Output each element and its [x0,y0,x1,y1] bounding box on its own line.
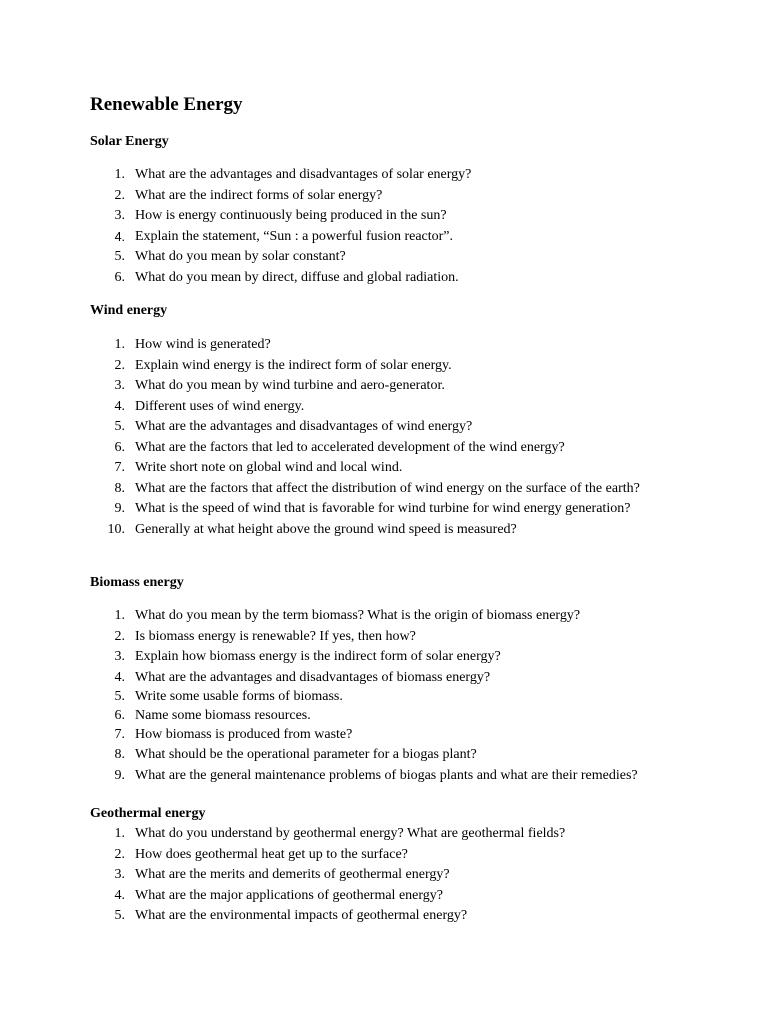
list-item: 8. What should be the operational parameter for a biogas plant? [114,747,477,762]
list-item: 3. What are the merits and demerits of geothermal energy? [114,867,450,882]
list-item: 6. What do you mean by direct, diffuse and global radiation. [114,269,459,285]
list-item: 4. Different uses of wind energy. [114,398,305,414]
geothermal-question-list [90,824,676,927]
wind-question-list [90,335,676,540]
list-item: 5. What are the advantages and disadvantages of wind energy? [114,419,473,434]
list-item: 2. Is biomass energy is renewable? If yes, then how? [114,628,416,644]
list-item: 9. What are the general maintenance problems of biogas plants and what are their remedies? [114,767,638,783]
list-item: 9. What is the speed of wind that is favorable for wind turbine for wind energy generation? [114,501,631,516]
list-item: 3. Explain how biomass energy is the indirect form of solar energy? [114,649,501,664]
list-item: 5. What are the environmental impacts of geothermal energy? [114,908,468,923]
list-item: 1. What are the advantages and disadvantages of solar energy? [114,167,472,182]
section-heading-wind: Wind energy [90,303,168,318]
list-item: 6. Name some biomass resources. [114,707,311,723]
list-item: 3. What do you mean by wind turbine and aero-generator. [114,378,445,393]
list-item: 3. How is energy continuously being produced in the sun? [114,208,447,223]
list-item: 5. What do you mean by solar constant? [114,249,346,264]
section-heading-biomass: Biomass energy [90,575,184,590]
list-item: 8. What are the factors that affect the distribution of wind energy on the surface of the earth? [114,480,640,496]
section-heading-geothermal: Geothermal energy [90,806,206,821]
list-item: 2. How does geothermal heat get up to the surface? [114,846,408,862]
list-item: 5. Write some usable forms of biomass. [114,688,343,704]
list-item: 1. What do you mean by the term biomass? What is the origin of biomass energy? [114,608,581,623]
list-item: 10. Generally at what height above the ground wind speed is measured? [107,521,517,537]
list-item: 7. How biomass is produced from waste? [114,726,353,742]
section-heading-solar: Solar Energy [90,134,169,149]
list-item: 4. What are the advantages and disadvantages of biomass energy? [114,669,491,685]
list-item: 6. What are the factors that led to accelerated development of the wind energy? [114,439,565,455]
list-item: 2. Explain wind energy is the indirect form of solar energy. [114,357,452,373]
page-title: Renewable Energy [90,94,243,115]
list-item: 1. How wind is generated? [114,337,271,352]
list-item: 1. What do you understand by geothermal energy? What are geothermal fields? [114,826,566,841]
biomass-question-list [90,606,676,786]
list-item: 4. What are the major applications of geothermal energy? [114,887,443,903]
solar-question-list [90,165,676,288]
list-item: 4. Explain the statement, “Sun : a powerful fusion reactor”. [114,228,454,244]
list-item: 2. What are the indirect forms of solar energy? [114,187,383,203]
list-item: 7. Write short note on global wind and local wind. [114,460,403,475]
